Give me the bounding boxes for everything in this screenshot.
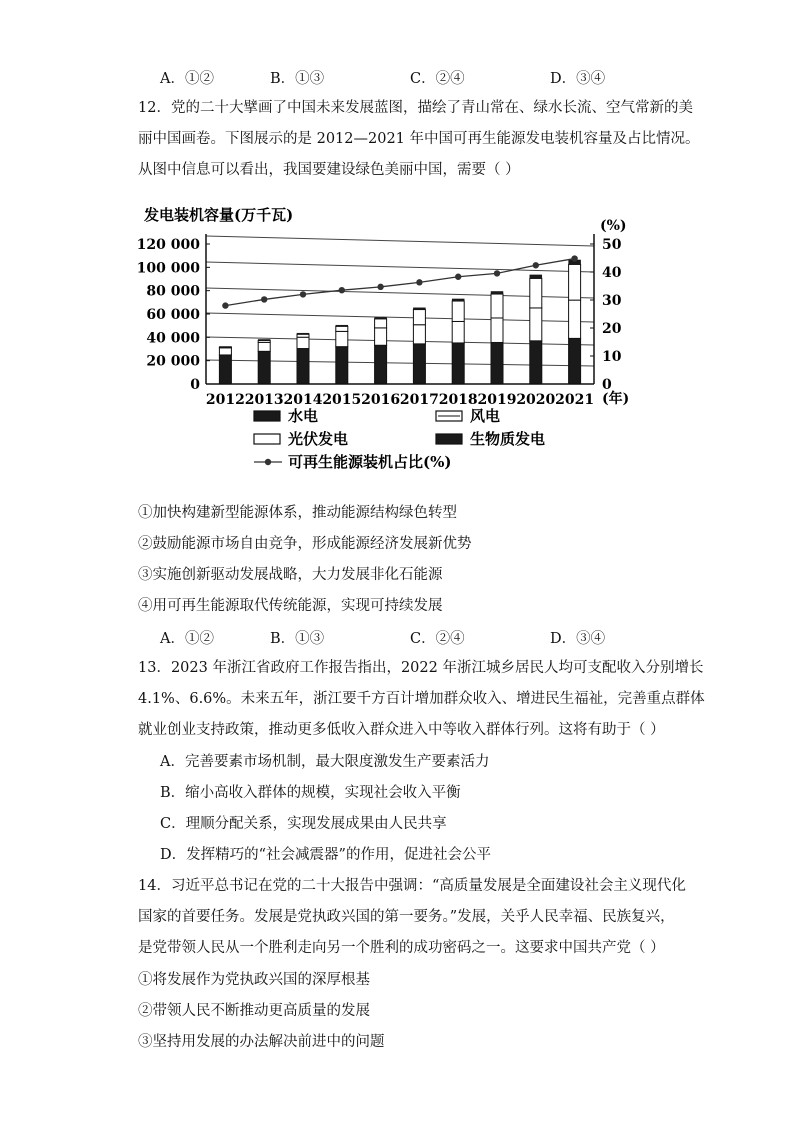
reference-line xyxy=(206,236,594,246)
bar-segment-hydro xyxy=(530,341,542,384)
y-tick-label: 40 000 xyxy=(146,330,200,347)
legend-label: 风电 xyxy=(470,407,501,425)
ratio-point xyxy=(455,274,461,280)
q14-stem-line-2: 国家的首要任务。发展是党执政兴国的第一要务。”发展，关乎人民幸福、民族复兴， xyxy=(138,909,675,925)
bar-segment-wind xyxy=(452,321,464,342)
q12-statement-4: ④用可再生能源取代传统能源，实现可持续发展 xyxy=(138,598,443,614)
legend-swatch xyxy=(254,411,280,421)
legend-label: 水电 xyxy=(288,407,319,425)
ratio-point xyxy=(222,302,228,308)
bar-segment-biomass xyxy=(219,347,231,348)
legend-label: 可再生能源装机占比(%) xyxy=(288,453,452,471)
q14-stem-line-3: 是党带领人民从一个胜利走向另一个胜利的成功密码之一。这要求中国共产党（ ） xyxy=(138,940,665,956)
y-tick-label: 80 000 xyxy=(146,283,200,300)
x-tick-label: 2013 xyxy=(244,392,284,408)
q11-options xyxy=(160,67,640,87)
bar-segment-wind xyxy=(491,318,503,343)
bar-segment-hydro xyxy=(297,349,309,384)
y-tick-label: 20 000 xyxy=(146,353,200,370)
ratio-point xyxy=(300,291,306,297)
legend-line-marker xyxy=(265,459,271,465)
q13-choice-b[interactable]: B．缩小高收入群体的规模，实现社会收入平衡 xyxy=(160,785,461,801)
chart-y-ticks xyxy=(137,237,210,393)
bar-segment-solar xyxy=(336,326,348,331)
q13-choice-c[interactable]: C．理顺分配关系，实现发展成果由人民共享 xyxy=(160,816,447,832)
legend-label: 光伏发电 xyxy=(288,430,349,448)
q13-stem-line-3: 就业创业支持政策，推动更多低收入群众进入中等收入群体行列。这将有助于（ ） xyxy=(138,722,665,738)
q12-stem-line-3: 从图中信息可以看出，我国要建设绿色美丽中国，需要（ ） xyxy=(138,162,520,178)
bar-segment-hydro xyxy=(569,338,581,384)
ratio-point xyxy=(339,287,345,293)
y2-tick-label: 50 xyxy=(602,237,622,253)
q13-stem-line-1: 13．2023 年浙江省政府工作报告指出，2022 年浙江城乡居民人均可支配收入分别增长 xyxy=(138,660,704,676)
chart-x-ticks xyxy=(206,392,594,408)
q12-options xyxy=(160,627,640,647)
bar-segment-biomass xyxy=(530,275,542,279)
q14-statement-3: ③坚持用发展的办法解决前进中的问题 xyxy=(138,1034,385,1050)
bar-segment-hydro xyxy=(491,342,503,384)
q11-option-a[interactable]: A．①② xyxy=(160,71,214,87)
bar-segment-biomass xyxy=(452,299,464,301)
bar-segment-hydro xyxy=(336,347,348,384)
q13-choice-a[interactable]: A．完善要素市场机制，最大限度激发生产要素活力 xyxy=(160,754,490,770)
x-tick-label: 2017 xyxy=(399,392,439,408)
x-tick-label: 2020 xyxy=(516,392,556,408)
chart-y2-axis-label: (%) xyxy=(600,218,627,234)
ratio-point xyxy=(377,284,383,290)
q12-option-b[interactable]: B．①③ xyxy=(270,631,325,647)
x-tick-label: 2014 xyxy=(283,392,323,408)
legend-swatch xyxy=(254,434,280,444)
legend-swatch xyxy=(436,434,462,444)
y-tick-label: 60 000 xyxy=(146,307,200,323)
bar-segment-solar xyxy=(413,310,425,325)
q11-option-b[interactable]: B．①③ xyxy=(270,71,325,87)
bar-segment-hydro xyxy=(413,344,425,384)
ratio-point xyxy=(261,296,267,302)
q14-statement-1: ①将发展作为党执政兴国的深厚根基 xyxy=(138,972,370,988)
chart-x-unit-label: (年) xyxy=(602,391,630,407)
x-tick-label: 2012 xyxy=(205,392,245,408)
ratio-point xyxy=(571,255,577,261)
bar-segment-wind xyxy=(569,300,581,338)
bar-segment-solar xyxy=(375,319,387,328)
bar-segment-hydro xyxy=(258,351,270,384)
bar-segment-wind xyxy=(336,331,348,346)
q13-stem-line-2: 4.1%、6.6%。未来五年，浙江要千方百计增加群众收入、增进民生福祉，完善重点群体 xyxy=(138,691,705,707)
y-tick-label: 0 xyxy=(190,377,200,393)
bar-segment-wind xyxy=(375,328,387,345)
bar-segment-biomass xyxy=(336,325,348,326)
chart-legend xyxy=(254,407,545,471)
q12-statement-3: ③实施创新驱动发展战略，大力发展非化石能源 xyxy=(138,567,443,583)
q14-stem-line-1: 14．习近平总书记在党的二十大报告中强调：“高质量发展是全面建设社会主义现代化 xyxy=(138,878,686,894)
bar-segment-solar xyxy=(452,301,464,321)
q12-option-a[interactable]: A．①② xyxy=(160,631,214,647)
bar-segment-biomass xyxy=(491,291,503,294)
ratio-point xyxy=(533,262,539,268)
bar-segment-biomass xyxy=(297,333,309,334)
x-tick-label: 2019 xyxy=(477,392,517,408)
q12-stem-line-1: 12．党的二十大擘画了中国未来发展蓝图，描绘了青山常在、绿水长流、空气常新的美 xyxy=(138,100,693,116)
y2-tick-label: 30 xyxy=(602,293,622,309)
q12-stem-line-2: 丽中国画卷。下图展示的是 2012—2021 年中国可再生能源发电装机容量及占比情况。 xyxy=(138,131,700,147)
q11-option-c[interactable]: C．②④ xyxy=(410,71,465,87)
bar-segment-solar xyxy=(491,294,503,318)
chart-y2-ticks xyxy=(590,237,622,393)
bar-segment-hydro xyxy=(219,355,231,384)
ratio-polyline xyxy=(225,259,574,306)
legend-label: 生物质发电 xyxy=(470,430,546,448)
y-tick-label: 100 000 xyxy=(136,260,200,277)
y-tick-label: 120 000 xyxy=(136,237,200,253)
bar-segment-wind xyxy=(530,308,542,341)
y2-tick-label: 20 xyxy=(602,321,622,337)
bar-segment-hydro xyxy=(452,343,464,384)
x-tick-label: 2018 xyxy=(438,392,478,408)
bar-segment-wind xyxy=(413,325,425,344)
bar-segment-solar xyxy=(569,264,581,300)
bar-segment-solar xyxy=(258,340,270,342)
q12-statement-1: ①加快构建新型能源体系，推动能源结构绿色转型 xyxy=(138,505,457,521)
x-tick-label: 2015 xyxy=(322,392,362,408)
bar-segment-biomass xyxy=(413,308,425,310)
q11-option-d[interactable]: D．③④ xyxy=(550,71,606,87)
y2-tick-label: 0 xyxy=(602,377,612,393)
q13-choice-d[interactable]: D．发挥精巧的“社会减震器”的作用，促进社会公平 xyxy=(160,847,491,863)
renewable-capacity-chart xyxy=(136,200,636,485)
q12-option-c[interactable]: C．②④ xyxy=(410,631,465,647)
chart-y-axis-label: 发电装机容量(万千瓦) xyxy=(144,206,294,224)
bar-segment-wind xyxy=(258,342,270,351)
ratio-point xyxy=(494,270,500,276)
bar-segment-wind xyxy=(297,337,309,348)
bar-segment-solar xyxy=(297,334,309,337)
q14-statement-2: ②带领人民不断推动更高质量的发展 xyxy=(138,1003,370,1019)
bar-segment-hydro xyxy=(375,345,387,384)
q12-option-d[interactable]: D．③④ xyxy=(550,631,606,647)
bar-segment-biomass xyxy=(258,339,270,340)
y2-tick-label: 10 xyxy=(602,349,622,365)
q12-statement-2: ②鼓励能源市场自由竞争，形成能源经济发展新优势 xyxy=(138,536,472,552)
x-tick-label: 2021 xyxy=(555,392,595,408)
bar-segment-wind xyxy=(219,348,231,355)
ratio-point xyxy=(416,279,422,285)
x-tick-label: 2016 xyxy=(361,392,401,408)
bar-segment-biomass xyxy=(375,318,387,319)
bar-segment-solar xyxy=(530,278,542,308)
y2-tick-label: 40 xyxy=(602,265,622,281)
